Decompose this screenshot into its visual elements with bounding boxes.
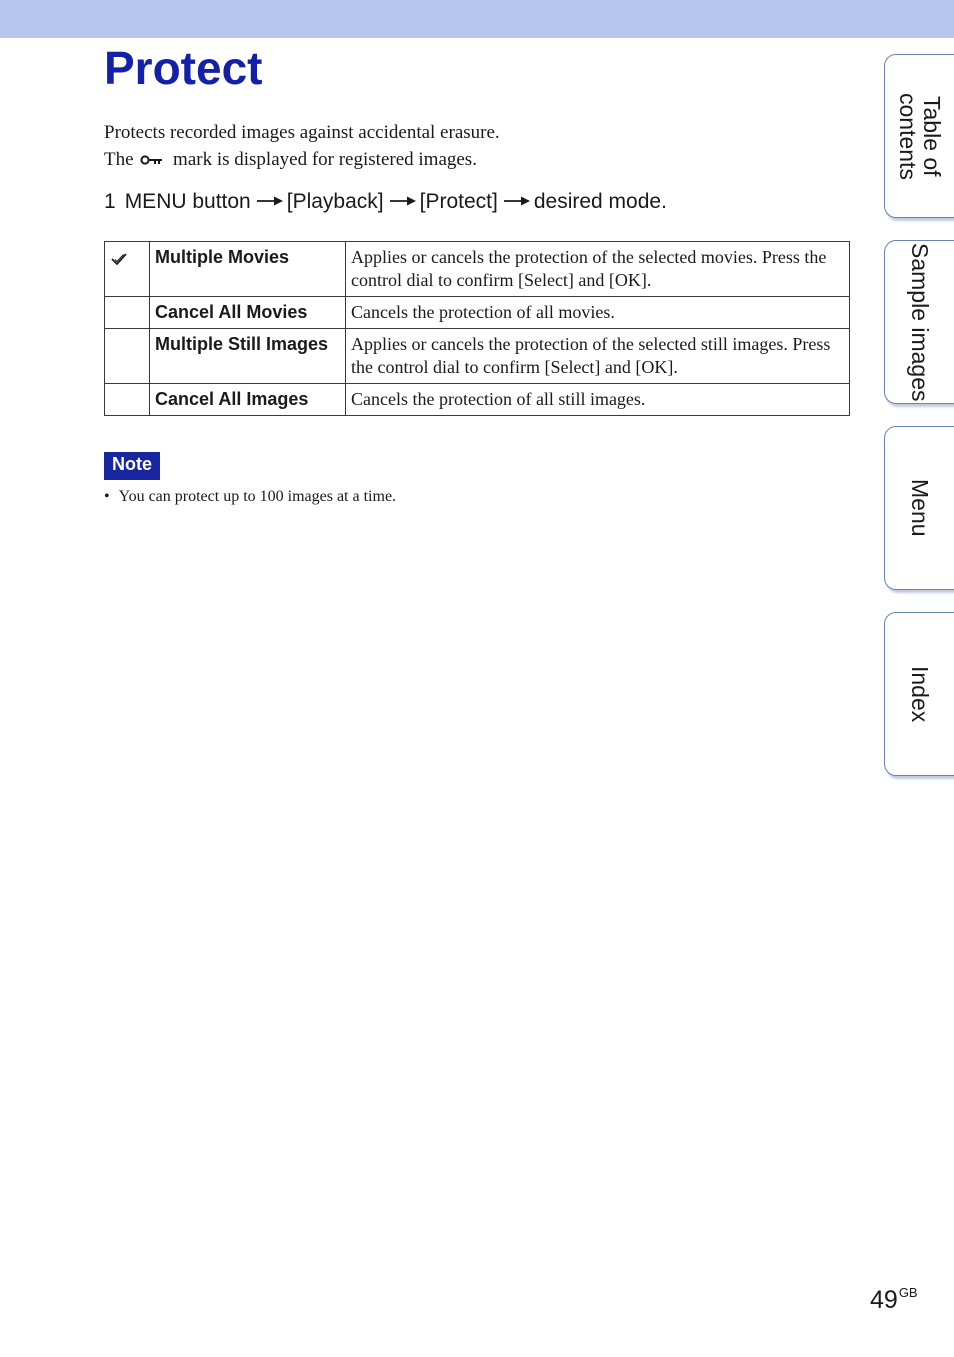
arrow-right-icon [504,196,530,206]
step-part: [Protect] [419,190,498,213]
row-mode-name: Multiple Still Images [150,329,346,384]
tab-label: Index [907,665,933,723]
row-mode-name: Cancel All Movies [150,297,346,329]
tab-table-of-contents[interactable] [884,54,954,218]
step-number: 1 [104,190,116,213]
note-text: You can protect up to 100 images at a time. [118,488,397,505]
arrow-right-icon [390,196,416,206]
tab-sample-images[interactable] [884,240,954,404]
page-number-value: 49 [870,1286,898,1314]
page-number [870,1278,918,1315]
table-row [105,297,850,329]
header-band [0,0,954,38]
tab-label: Sample images [907,242,933,402]
intro-line-2-before: The [104,149,134,170]
tab-menu[interactable] [884,426,954,590]
protect-modes-table [104,241,850,416]
step-instruction [104,188,667,216]
row-icon-cell [105,384,150,416]
intro-line-2-after: mark is displayed for registered images. [173,149,477,170]
table-row [105,384,850,416]
row-icon-cell [105,297,150,329]
row-mode-description: Applies or cancels the protection of the selected movies. Press the control dial to confirm [Select] and [OK]. [346,242,850,297]
tab-label: Table of contents [895,92,945,180]
page-number-suffix: GB [898,1285,918,1300]
row-mode-description: Cancels the protection of all movies. [346,297,850,329]
intro-text [104,119,500,173]
tab-index[interactable] [884,612,954,776]
note-badge: Note [104,452,160,480]
note-item [104,486,396,508]
table-row [105,242,850,297]
tab-label: Menu [907,479,933,537]
arrow-right-icon [257,196,283,206]
intro-line-2 [104,146,500,173]
intro-line-1: Protects recorded images against accidental erasure. [104,122,500,143]
step-part: [Playback] [286,190,384,213]
row-mode-description: Cancels the protection of all still images. [346,384,850,416]
check-icon [110,251,128,267]
bullet: • [104,488,110,505]
row-mode-description: Applies or cancels the protection of the selected still images. Press the control dial to confirm [Select] and [OK]. [346,329,850,384]
table-row [105,329,850,384]
step-part: MENU button [124,190,251,213]
page-title: Protect [104,42,263,94]
row-mode-name: Cancel All Images [150,384,346,416]
row-mode-name: Multiple Movies [150,242,346,297]
row-icon-cell [105,242,150,297]
row-icon-cell [105,329,150,384]
key-icon [140,153,164,167]
step-part: desired mode. [533,190,667,213]
